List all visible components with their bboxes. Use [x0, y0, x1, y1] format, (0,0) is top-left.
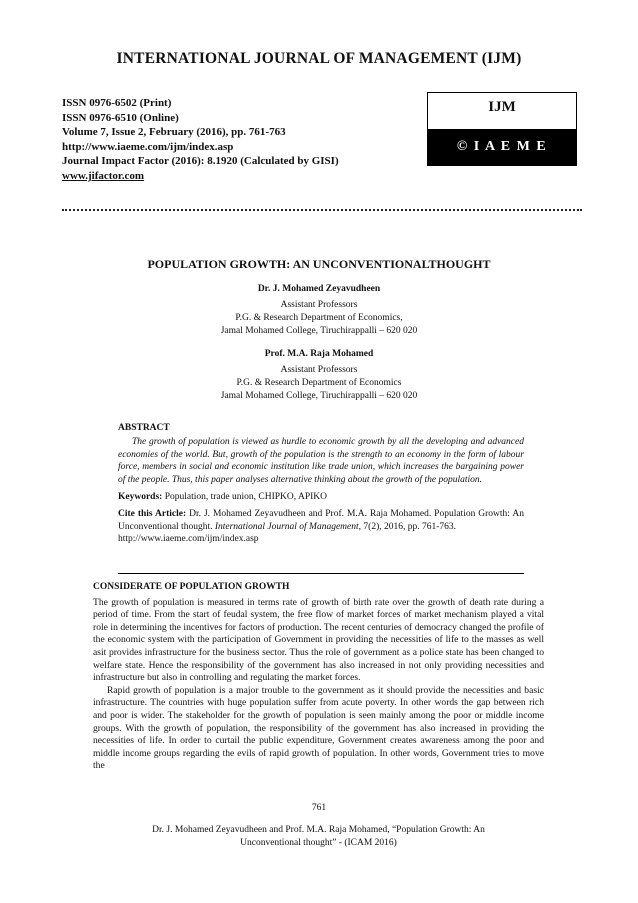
section-heading: CONSIDERATE OF POPULATION GROWTH	[93, 582, 290, 592]
abstract-section	[118, 422, 524, 546]
keywords	[118, 491, 524, 503]
journal-meta	[62, 96, 339, 184]
author-college: Jamal Mohamed College, Tiruchirappalli – 620 020	[220, 326, 418, 336]
author-role: Assistant Professors	[280, 365, 358, 375]
logo-ijm: IJM	[428, 93, 576, 129]
cite-text-1: Dr. J. Mohamed Zeyavudheen and Prof. M.A. Raja Mohamed. Population Growth: An Unconventional thought.	[118, 509, 524, 532]
author-dept: P.G. & Research Department of Economics	[236, 378, 402, 388]
impact-factor: Journal Impact Factor (2016): 8.1920 (Calculated by GISI)	[62, 155, 339, 168]
jifactor-link[interactable]: www.jifactor.com	[62, 169, 145, 182]
dotted-divider	[62, 209, 582, 211]
body-section	[93, 581, 544, 773]
cite-journal: International Journal of Management	[214, 521, 359, 532]
author-dept: P.G. & Research Department of Economics,	[235, 313, 403, 323]
page-number: 761	[311, 803, 327, 813]
author-block-2	[0, 348, 638, 403]
footer-citation	[93, 824, 544, 849]
issn-online: ISSN 0976-6510 (Online)	[62, 111, 179, 124]
logo-iaeme: © I A E M E	[428, 129, 576, 165]
paragraph-1: The growth of population is measured in terms rate of growth of birth rate over the growth of death rate during a period of time. From the start of feudal system, the free flow of market forces of market mechanism played a vital role in determining the incentives for factors of production. The recent centuries of democracy changed the profile of the economic system with the participation of Government in providing the necessities of life to the masses as well asit provides infrastructure for the business sector. Thus the role of government as a police state has been changed to welfare state. Hence the responsibility of the government has also increased in not only providing necessities and infrastructure but also in controlling and regulating the market forces.	[93, 596, 544, 684]
footer-line-2: Unconventional thought” - (ICAM 2016)	[240, 837, 397, 848]
author-name: Prof. M.A. Raja Mohamed	[264, 349, 374, 359]
paper-title: POPULATION GROWTH: AN UNCONVENTIONALTHOUGHT	[147, 257, 491, 271]
author-college: Jamal Mohamed College, Tiruchirappalli – 620 020	[220, 391, 418, 401]
cite-article	[118, 508, 524, 533]
journal-logo	[427, 92, 577, 166]
paragraph-2: Rapid growth of population is a major trouble to the government as it should provide the necessities and basic infrastructure. The countries with huge population suffer from acute poverty. In other words the gap between rich and poor is wider. The stakeholder for the growth of population is seen mainly among the poor or middle income groups. With the growth of population, the responsibility of the government has also increased in providing the necessities of life. In order to curtail the public expenditure, Government creates awareness among the poor and middle income groups regarding the evils of rapid growth of population. In other words, Government tries to move the	[93, 684, 544, 772]
keywords-label: Keywords:	[118, 492, 163, 503]
author-name: Dr. J. Mohamed Zeyavudheen	[257, 284, 381, 294]
author-block-1	[0, 283, 638, 338]
cite-label: Cite this Article:	[118, 509, 187, 520]
author-role: Assistant Professors	[280, 300, 358, 310]
keywords-list: Population, trade union, CHIPKO, APIKO	[162, 492, 327, 503]
cite-text-2: , 7(2), 2016, pp. 761-763.	[358, 521, 457, 532]
journal-title: INTERNATIONAL JOURNAL OF MANAGEMENT (IJM)	[116, 50, 522, 67]
issn-print: ISSN 0976-6502 (Print)	[62, 97, 172, 109]
abstract-rule	[118, 573, 524, 574]
cite-url[interactable]: http://www.iaeme.com/ijm/index.asp	[118, 534, 259, 545]
abstract-text: The growth of population is viewed as hurdle to economic growth by all the developing and advanced economies of the world. But, growth of the population is the strength to an economy in the form of labour force, members in social and economic institution like trade union, which increases the bargaining power of the people. Thus, this paper analyses alternative thinking about the growth of the population.	[118, 437, 524, 485]
abstract-heading: ABSTRACT	[118, 423, 170, 433]
footer-line-1: Dr. J. Mohamed Zeyavudheen and Prof. M.A. Raja Mohamed, “Population Growth: An	[152, 825, 485, 835]
volume-issue: Volume 7, Issue 2, February (2016), pp. 761-763	[62, 126, 286, 139]
journal-url[interactable]: http://www.iaeme.com/ijm/index.asp	[62, 140, 234, 153]
